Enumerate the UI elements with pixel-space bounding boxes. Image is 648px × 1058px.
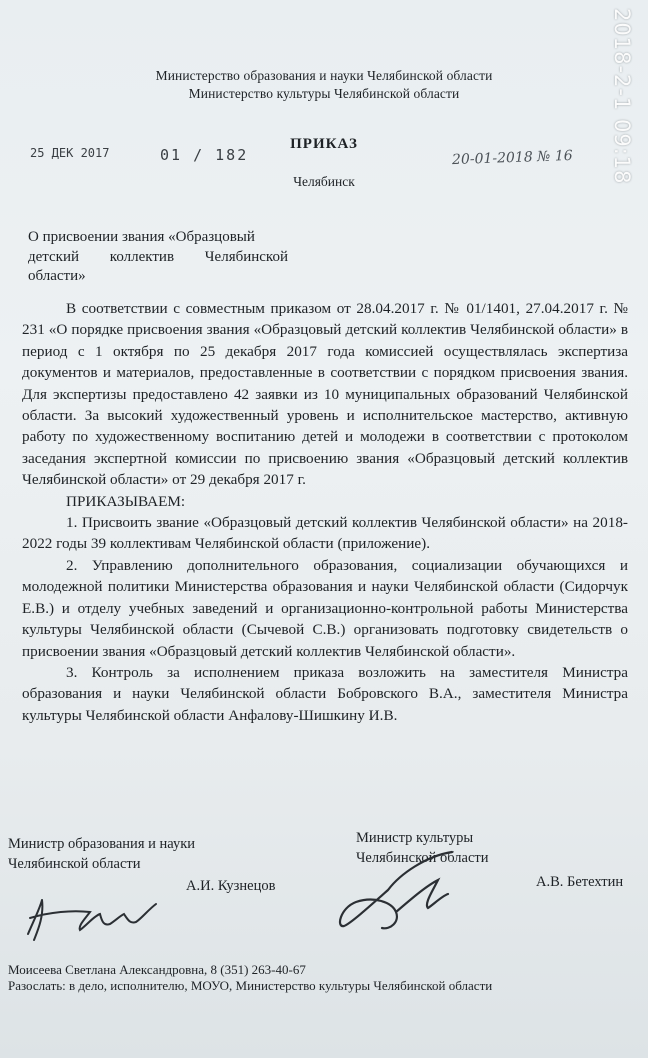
order-item-3: 3. Контроль за исполнением приказа возложить на заместителя Министра образования и науки Челябинской области Бобровского В.А., заместителя Министра культуры Челябинской области Анфалову-Шишкину И.В. [22,663,628,724]
ministry-line-1: Министерство образования и науки Челябинской области [155,68,493,83]
stamp-number: 01 / 182 [160,146,249,164]
subject-block [28,228,288,287]
document-body [22,298,628,726]
order-item-1: 1. Присвоить звание «Образцовый детский коллектив Челябинской области» на 2018-2022 годы 39 коллективам Челябинской области (приложение). [22,514,628,553]
photo-timestamp: 2018-2-1 09:18 [610,8,634,185]
right-handwritten-signature [330,846,480,936]
right-title-line-2: Челябинской области [356,850,489,866]
subject-line: О присвоении звания «Образцовый [28,229,255,245]
left-signatory-title [8,834,195,874]
left-title-line-1: Министр образования и науки [8,836,196,852]
executor-contact: Моисеева Светлана Александровна, 8 (351) 263-40-67 [8,962,306,977]
left-title-line-2: Челябинской области [8,856,141,872]
subject-line: области» [28,268,86,284]
order-item-2: 2. Управлению дополнительного образования, социализации обучающихся и молодежной политики Министерства образования и науки Челябинской области (Сидорчук Е.В.) и отделу учебных заведений и организационно-контрольной работы Министерства культуры Челябинской области (Сычевой С.В.) организовать подготовку свидетельств о присвоении звания «Образцовый детский коллектив Челябинской области». [22,556,628,660]
subject-line: детский коллектив Челябинской [28,248,288,265]
distribution-list: Разослать: в дело, исполнителю, МОУО, Министерство культуры Челябинской области [8,978,493,993]
ministry-line-2: Министерство культуры Челябинской области [188,86,460,101]
handwritten-reg-number: 20-01-2018 № 16 [451,147,573,169]
right-signatory-name: А.В. Бетехтин [536,874,624,890]
left-handwritten-signature [20,890,170,950]
city: Челябинск [293,174,355,189]
stamp-date: 25 ДЕК 2017 [30,146,110,160]
doc-type-title: ПРИКАЗ [290,136,358,152]
order-word: ПРИКАЗЫВАЕМ: [66,492,186,510]
left-signatory-name: А.И. Кузнецов [186,878,276,894]
right-title-line-1: Министр культуры [356,830,474,846]
preamble-paragraph: В соответствии с совместным приказом от 28.04.2017 г. № 01/1401, 27.04.2017 г. № 231 «О порядке присвоения звания «Образцовый детский коллектив Челябинской области» в период с 1 октября по 25 декабря 2017 года комиссией осуществлялась экспертиза документов и материалов, предоставленные в соответствии с порядком присвоения звания. Для экспертизы предоставлено 42 заявки из 10 муниципальных образований Челябинской области. За высокий художественный уровень и исполнительское мастерство, активную работу по художественному воспитанию детей и молодежи в соответствии с протоколом заседания экспертной комиссии по присвоению звания «Образцовый детский коллектив Челябинской области» от 29 декабря 2017 г. [22,300,628,489]
